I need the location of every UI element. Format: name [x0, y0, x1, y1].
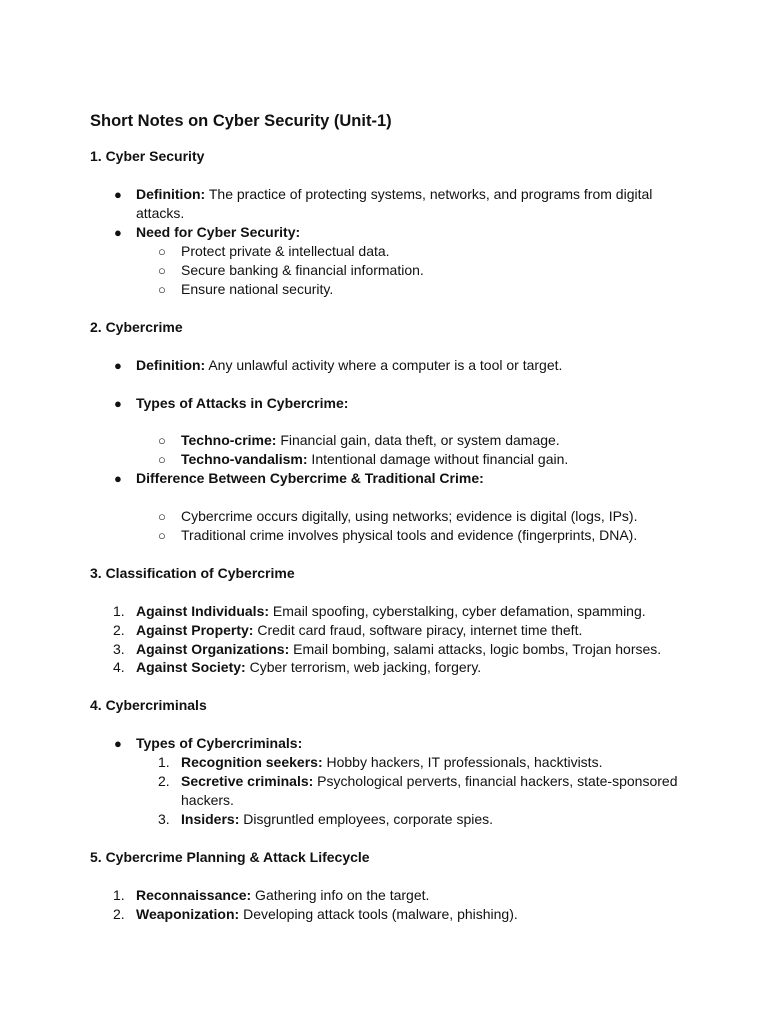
s3-item-label: Against Society:: [136, 659, 246, 675]
s3-item-text: Cyber terrorism, web jacking, forgery.: [245, 659, 482, 675]
section-4-heading: 4. Cybercriminals: [90, 697, 207, 713]
bullet-marker: ●: [114, 225, 122, 240]
s4-item-text: Hobby hackers, IT professionals, hacktivists.: [322, 754, 603, 770]
s2-definition: [136, 356, 562, 375]
s1-need-label: [136, 223, 300, 242]
s3-item: [136, 640, 661, 659]
circle-marker: ○: [158, 509, 166, 524]
bullet-marker: ●: [114, 736, 122, 751]
list-number: 1.: [158, 754, 170, 770]
s4-item: [181, 753, 602, 772]
list-number: 3.: [158, 811, 170, 827]
s1-definition-label: Definition:: [136, 186, 206, 202]
s2-diff-label: [136, 469, 484, 488]
s5-item-label: Reconnaissance:: [136, 887, 252, 903]
s5-item-text: Gathering info on the target.: [251, 887, 430, 903]
s3-item: [136, 658, 481, 677]
section-5-heading: 5. Cybercrime Planning & Attack Lifecycle: [90, 849, 370, 865]
s2-type-item: [181, 431, 560, 450]
bullet-marker: ●: [114, 358, 122, 373]
s1-definition-text: The practice of protecting systems, networks, and programs from digital: [205, 186, 653, 202]
s5-item-text: Developing attack tools (malware, phishing).: [239, 906, 518, 922]
page-title: Short Notes on Cyber Security (Unit-1): [90, 112, 392, 130]
s3-item-label: Against Property:: [136, 622, 254, 638]
s3-item: [136, 621, 582, 640]
list-number: 1.: [113, 887, 125, 903]
s4-item-label: Secretive criminals:: [181, 773, 314, 789]
s4-item: [181, 772, 677, 791]
s3-item: [136, 602, 646, 621]
s4-item-text: Disgruntled employees, corporate spies.: [239, 811, 494, 827]
s2-type-item: [181, 450, 568, 469]
s1-need-item: Secure banking & financial information.: [181, 262, 424, 278]
circle-marker: ○: [158, 452, 166, 467]
section-1-heading: 1. Cyber Security: [90, 148, 205, 164]
s3-item-text: Credit card fraud, software piracy, internet time theft.: [253, 622, 583, 638]
s3-item-text: Email bombing, salami attacks, logic bombs, Trojan horses.: [289, 641, 662, 657]
s2-diff-label-text: Difference Between Cybercrime & Traditional Crime:: [136, 470, 484, 486]
s3-item-label: Against Individuals:: [136, 603, 270, 619]
s4-item-cont: hackers.: [181, 792, 234, 808]
s2-type-text: Intentional damage without financial gain.: [307, 451, 569, 467]
list-number: 2.: [158, 773, 170, 789]
circle-marker: ○: [158, 282, 166, 297]
s5-item: [136, 905, 518, 924]
s5-item-label: Weaponization:: [136, 906, 240, 922]
s4-item-text: Psychological perverts, financial hackers, state-sponsored: [313, 773, 678, 789]
bullet-marker: ●: [114, 187, 122, 202]
s2-diff-item: Cybercrime occurs digitally, using networks; evidence is digital (logs, IPs).: [181, 508, 638, 524]
s2-type-label: Techno-vandalism:: [181, 451, 308, 467]
section-2-heading: 2. Cybercrime: [90, 319, 183, 335]
circle-marker: ○: [158, 528, 166, 543]
list-number: 4.: [113, 659, 125, 675]
s2-diff-item: Traditional crime involves physical tools and evidence (fingerprints, DNA).: [181, 527, 638, 543]
circle-marker: ○: [158, 433, 166, 448]
s2-definition-text: Any unlawful activity where a computer is a tool or target.: [205, 357, 563, 373]
bullet-marker: ●: [114, 396, 122, 411]
s4-types-label-text: Types of Cybercriminals:: [136, 735, 303, 751]
circle-marker: ○: [158, 263, 166, 278]
s4-item: [181, 810, 493, 829]
s2-types-label-text: Types of Attacks in Cybercrime:: [136, 395, 349, 411]
s4-types-label: [136, 734, 302, 753]
s4-item-label: Insiders:: [181, 811, 240, 827]
list-number: 1.: [113, 603, 125, 619]
list-number: 2.: [113, 906, 125, 922]
s3-item-text: Email spoofing, cyberstalking, cyber defamation, spamming.: [269, 603, 646, 619]
s3-item-label: Against Organizations:: [136, 641, 290, 657]
s1-definition: [136, 185, 652, 204]
s2-type-label: Techno-crime:: [181, 432, 277, 448]
s4-item-label: Recognition seekers:: [181, 754, 323, 770]
list-number: 2.: [113, 622, 125, 638]
s2-type-text: Financial gain, data theft, or system damage.: [276, 432, 560, 448]
circle-marker: ○: [158, 244, 166, 259]
s1-need-item: Protect private & intellectual data.: [181, 243, 390, 259]
section-3-heading: 3. Classification of Cybercrime: [90, 565, 295, 581]
s1-need-label-text: Need for Cyber Security:: [136, 224, 301, 240]
list-number: 3.: [113, 641, 125, 657]
s1-need-item: Ensure national security.: [181, 281, 334, 297]
s2-definition-label: Definition:: [136, 357, 206, 373]
s1-definition-cont: attacks.: [136, 205, 185, 221]
bullet-marker: ●: [114, 471, 122, 486]
s2-types-label: [136, 394, 348, 413]
s5-item: [136, 886, 429, 905]
